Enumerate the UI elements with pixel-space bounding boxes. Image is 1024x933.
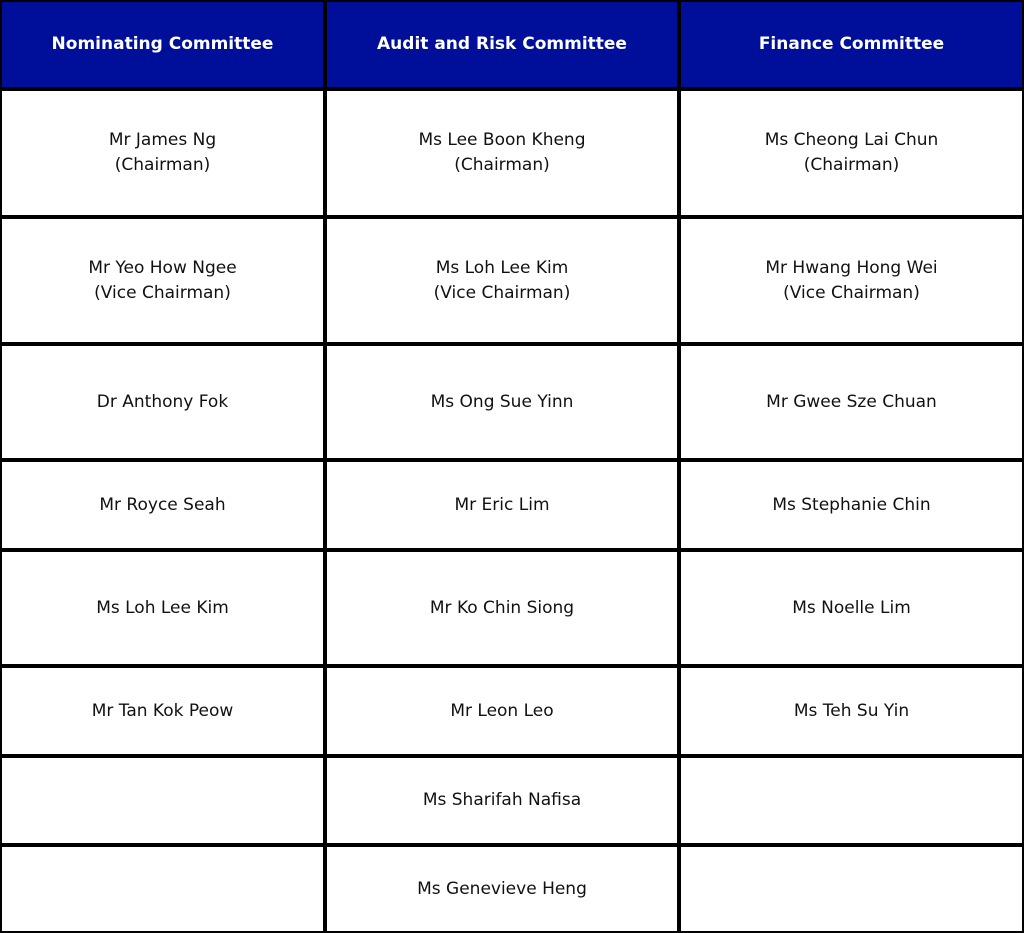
table-cell [679, 217, 1024, 344]
header-label: Nominating Committee [51, 34, 274, 54]
table-cell [679, 460, 1024, 550]
header-audit-risk-committee [325, 0, 679, 89]
member-name: Ms Noelle Lim [792, 597, 911, 618]
member-name: Mr James Ng [108, 130, 217, 150]
table-cell-empty [679, 845, 1024, 933]
table-cell [679, 550, 1024, 666]
table-cell [0, 666, 325, 756]
member-name: Mr Yeo How Ngee [88, 257, 237, 278]
member-role: (Vice Chairman) [94, 282, 231, 303]
table-cell [325, 666, 679, 756]
member-role: (Chairman) [454, 155, 550, 175]
header-finance-committee [679, 0, 1024, 89]
table-cell-empty [0, 756, 325, 845]
member-name: Ms Loh Lee Kim [435, 257, 569, 278]
member-role: (Chairman) [803, 155, 900, 175]
member-name: Mr Ko Chin Siong [429, 597, 575, 618]
table-cell [325, 89, 679, 217]
table-cell [0, 89, 325, 217]
member-name: Mr Leon Leo [450, 700, 554, 721]
table-cell [325, 845, 679, 933]
member-name: Dr Anthony Fok [96, 391, 229, 412]
member-role: (Vice Chairman) [783, 282, 920, 303]
table-cell [679, 89, 1024, 217]
member-name: Ms Sharifah Nafisa [422, 790, 582, 810]
member-name: Ms Loh Lee Kim [96, 597, 229, 618]
member-name: Ms Cheong Lai Chun [764, 130, 939, 150]
member-role: (Vice Chairman) [433, 282, 571, 303]
header-label: Audit and Risk Committee [377, 34, 627, 54]
table-cell [679, 344, 1024, 460]
member-name: Mr Royce Seah [99, 494, 226, 515]
table-cell [325, 217, 679, 344]
member-name: Mr Tan Kok Peow [91, 700, 234, 721]
member-name: Ms Genevieve Heng [417, 878, 587, 899]
member-name: Mr Eric Lim [454, 494, 550, 515]
member-name: Mr Hwang Hong Wei [765, 257, 938, 278]
member-name: Ms Stephanie Chin [772, 494, 931, 515]
table-cell [325, 344, 679, 460]
table-cell [325, 550, 679, 666]
member-name: Ms Ong Sue Yinn [430, 391, 574, 412]
table-cell [325, 756, 679, 845]
header-nominating-committee [0, 0, 325, 89]
table-cell-empty [0, 845, 325, 933]
table-cell [0, 460, 325, 550]
member-name: Ms Lee Boon Kheng [418, 130, 586, 150]
member-role: (Chairman) [114, 155, 211, 175]
header-label: Finance Committee [758, 34, 945, 54]
table-cell [325, 460, 679, 550]
member-name: Mr Gwee Sze Chuan [766, 391, 937, 412]
member-name: Ms Teh Su Yin [793, 700, 910, 721]
table-cell [679, 666, 1024, 756]
table-cell [0, 217, 325, 344]
table-cell [0, 550, 325, 666]
table-cell [0, 344, 325, 460]
table-cell-empty [679, 756, 1024, 845]
